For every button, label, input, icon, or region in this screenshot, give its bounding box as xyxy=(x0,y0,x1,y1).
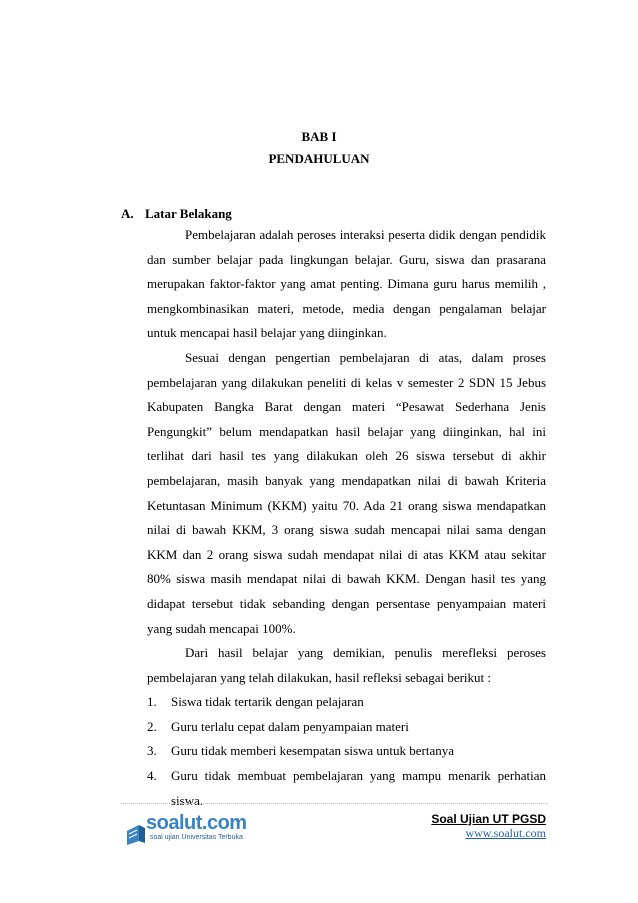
paragraph: Sesuai dengan pengertian pembelajaran di atas, dalam proses pembelajaran yang dilakukan peneliti di kelas v semester 2 SDN 15 Jebus Kabupaten Bangka Barat dengan materi “Pesawat Sederhana Jenis Pengungkit” belum mendapatkan hasil belajar yang diinginkan, hal ini terlihat dari hasil tes yang dilakukan oleh 26 siswa tersebut di akhir pembelajaran, masih banyak yang mendapatkan nilai di bawah Kriteria Ketuntasan Minimum (KKM) yaitu 70. Ada 21 orang siswa mendapatkan nilai di bawah KKM, 3 orang siswa sudah mencapai nilai sama dengan KKM dan 2 orang siswa sudah mendapat nilai di atas KKM atau sekitar 80% siswa masih mendapat nilai di bawah KKM. Dengan hasil tes yang didapat tersebut tidak sebanding dengan persentase penyampaian materi yang sudah mencapai 100%. xyxy=(147,349,546,636)
list-item xyxy=(147,739,546,764)
list-item-text: Guru terlalu cepat dalam penyampaian materi xyxy=(171,718,409,734)
list-item-text: Guru tidak memberi kesempatan siswa untuk bertanya xyxy=(171,743,455,759)
paragraph: Dari hasil belajar yang demikian, penulis merefleksi peroses pembelajaran yang telah dilakukan, hasil refleksi sebagai berikut : xyxy=(147,645,546,685)
document-body xyxy=(147,223,546,813)
footer-title: Soal Ujian UT PGSD xyxy=(431,812,546,826)
footer-brand: soalut.com xyxy=(146,812,247,834)
section-title: Latar Belakang xyxy=(145,206,232,221)
footer-tagline: soal ujian Universitas Terbuka xyxy=(150,834,243,841)
list-item xyxy=(147,690,546,715)
list-item-text: Siswa tidak tertarik dengan pelajaran xyxy=(171,694,364,710)
chapter-label: BAB I xyxy=(301,129,337,144)
footer-url-link[interactable]: www.soalut.com xyxy=(465,826,546,840)
section-label: A. xyxy=(121,206,134,221)
section-heading xyxy=(121,206,232,222)
list-item-number: 4. xyxy=(147,768,157,784)
list-item-text: Guru tidak membuat pembelajaran yang mampu menarik perhatian siswa. xyxy=(171,768,546,808)
reflection-list xyxy=(147,690,546,813)
list-item xyxy=(147,764,546,813)
footer-right xyxy=(431,812,546,841)
paragraph: Pembelajaran adalah peroses interaksi peserta didik dengan pendidik dan sumber belajar pada lingkungan belajar. Guru, siswa dan prasarana merupakan faktor-faktor yang amat penting. Dimana guru harus memilih , mengkombinasikan materi, metode, media dengan pengalaman belajar untuk mencapai hasil belajar yang diinginkan. xyxy=(147,227,546,341)
chapter-title: PENDAHULUAN xyxy=(268,151,370,166)
list-item-number: 1. xyxy=(147,694,157,710)
list-item-number: 3. xyxy=(147,743,157,759)
list-item-number: 2. xyxy=(147,718,157,734)
footer-divider xyxy=(121,803,548,804)
list-item xyxy=(147,715,546,740)
